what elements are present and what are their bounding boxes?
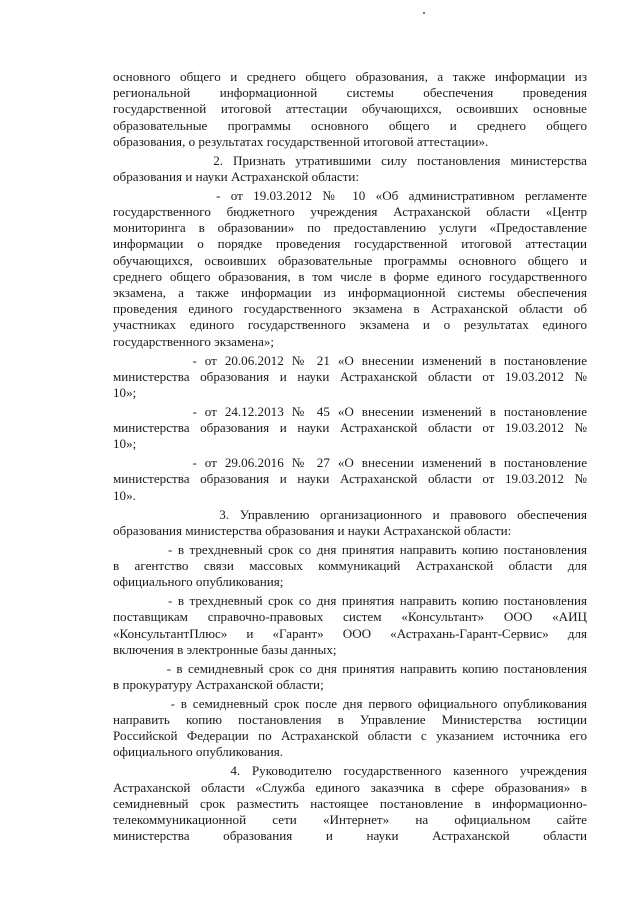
- text-line: 10»;: [113, 384, 137, 400]
- text-line: государственного экзамена»;: [113, 333, 275, 349]
- text-line: участниках единого государственного экзамена и о результатах единого: [113, 317, 587, 333]
- text-line: - в семидневный срок со дня принятия направить копию постановления: [113, 660, 587, 676]
- text-line: министерства образования и науки Астраханской области: [113, 828, 587, 844]
- text-line: государственной итоговой аттестации обучающихся, освоивших основные: [113, 101, 587, 117]
- paragraph-item-3: [113, 507, 587, 539]
- scan-speck: [423, 12, 425, 14]
- text-line: официального опубликования;: [113, 574, 284, 590]
- paragraph-task-3: [113, 661, 587, 693]
- text-line: 10»;: [113, 436, 137, 452]
- text-line: региональной информационной системы обеспечения проведения: [113, 85, 587, 101]
- text-line: - от 24.12.2013 № 45 «О внесении изменений в постановление: [113, 403, 587, 419]
- text-line: 4. Руководителю государственного казенного учреждения: [113, 763, 587, 779]
- text-line: - от 19.03.2012 № 10 «Об административном регламенте: [113, 187, 587, 203]
- text-line: официального опубликования.: [113, 744, 284, 760]
- text-line: - от 20.06.2012 № 21 «О внесении изменений в постановление: [113, 352, 587, 368]
- text-line: образования, о результатах государственной итоговой аттестации».: [113, 133, 489, 149]
- text-line: телекоммуникационной сети «Интернет» на официальном сайте: [113, 812, 587, 828]
- paragraph-act-4: [113, 455, 587, 504]
- paragraph-task-2: [113, 593, 587, 658]
- paragraph-act-2: [113, 353, 587, 402]
- text-line: образования министерства образования и науки Астраханской области:: [113, 522, 512, 538]
- text-line: - в семидневный срок после дня первого официального опубликования: [113, 695, 587, 711]
- text-line: 10».: [113, 487, 136, 503]
- paragraph-task-4: [113, 696, 587, 761]
- text-line: обучающихся, освоивших образовательные программы основного общего и: [113, 252, 587, 268]
- paragraph-task-1: [113, 542, 587, 591]
- text-line: экзамена, а также информации из информационной системы обеспечения: [113, 285, 587, 301]
- text-line: семидневный срок разместить настоящее постановление в информационно-: [113, 795, 587, 811]
- text-line: поставщикам справочно-правовых систем «Консультант» ООО «АИЦ: [113, 609, 587, 625]
- text-line: образования и науки Астраханской области:: [113, 168, 360, 184]
- text-line: включения в электронные базы данных;: [113, 641, 337, 657]
- text-line: мониторинга в образовании» по предоставлению услуги «Предоставление: [113, 220, 587, 236]
- text-line: министерства образования и науки Астраханской области от 19.03.2012 №: [113, 420, 587, 436]
- text-line: «КонсультантПлюс» и «Гарант» ООО «Астрахань-Гарант-Сервис» для: [113, 625, 587, 641]
- paragraph-intro: [113, 69, 587, 150]
- text-line: - от 29.06.2016 № 27 «О внесении изменений в постановление: [113, 455, 587, 471]
- text-line: Российской Федерации по Астраханской области с указанием источника его: [113, 728, 587, 744]
- text-line: среднего общего образования, в том числе в форме единого государственного: [113, 268, 587, 284]
- paragraph-item-4: [113, 763, 587, 844]
- document-body: [113, 69, 587, 844]
- text-line: информации о порядке проведения государственной итоговой аттестации: [113, 236, 587, 252]
- text-line: направить копию постановления в Управление Министерства юстиции: [113, 712, 587, 728]
- text-line: - в трехдневный срок со дня принятия направить копию постановления: [113, 541, 587, 557]
- text-line: государственного бюджетного учреждения Астраханской области «Центр: [113, 204, 587, 220]
- text-line: Астраханской области «Служба единого заказчика в сфере образования» в: [113, 779, 587, 795]
- text-line: проведения единого государственного экзамена в Астраханской области об: [113, 301, 587, 317]
- paragraph-item-2: [113, 153, 587, 185]
- text-line: - в трехдневный срок со дня принятия направить копию постановления: [113, 593, 587, 609]
- text-line: министерства образования и науки Астраханской области от 19.03.2012 №: [113, 471, 587, 487]
- text-line: 2. Признать утратившими силу постановления министерства: [113, 152, 587, 168]
- text-line: в прокуратуру Астраханской области;: [113, 676, 324, 692]
- text-line: министерства образования и науки Астраханской области от 19.03.2012 №: [113, 368, 587, 384]
- text-line: основного общего и среднего общего образования, а также информации из: [113, 69, 587, 84]
- text-line: 3. Управлению организационного и правового обеспечения: [113, 506, 587, 522]
- paragraph-act-1: [113, 188, 587, 350]
- text-line: в агентство связи массовых коммуникаций Астраханской области для: [113, 558, 587, 574]
- paragraph-act-3: [113, 404, 587, 453]
- text-line: образовательные программы основного общего и среднего общего: [113, 117, 587, 133]
